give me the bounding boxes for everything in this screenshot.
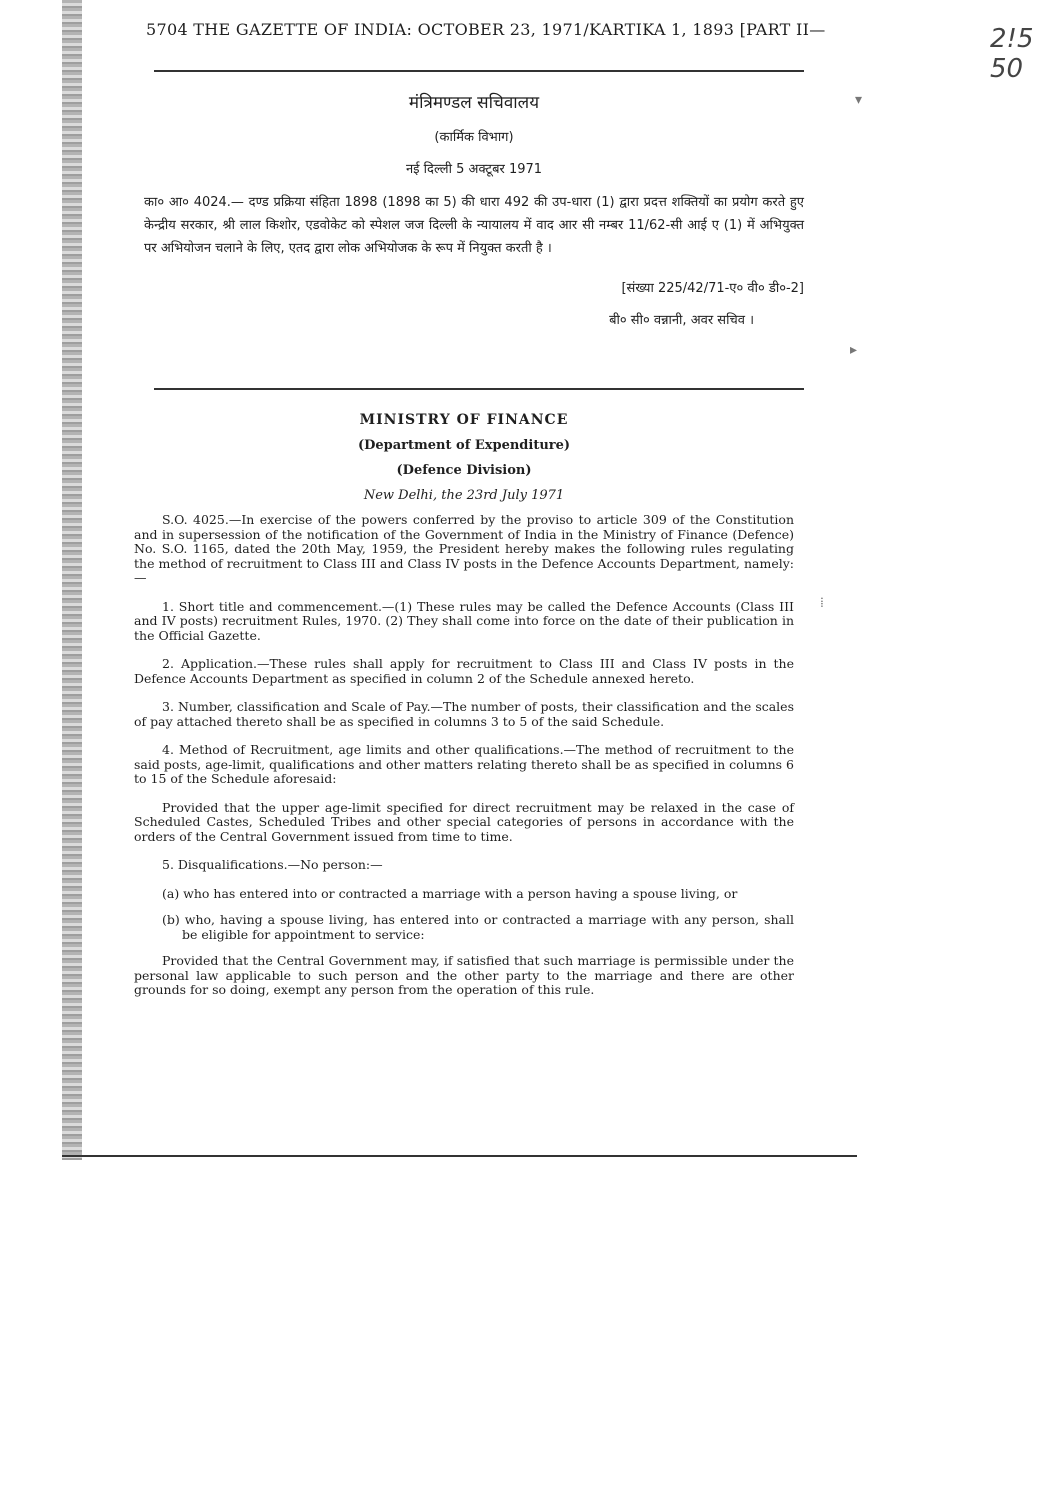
proviso-2: Provided that the Central Government may, if satisfied that such marriage is permissible under the personal law applicable to such person and the other party to the marriage and there are other grounds for so doing, exempt any person from the operation of this rule. [134, 953, 794, 997]
gazette-page [84, 0, 854, 1160]
rule-5: 5. Disqualifications.—No person:— [162, 857, 383, 872]
hindi-subtitle: (कार्मिक विभाग) [434, 130, 514, 145]
hindi-title: मंत्रिमण्डल सचिवालय [408, 93, 540, 113]
hindi-notification [144, 90, 804, 328]
section-divider [154, 388, 804, 390]
scan-speck: ▾ [855, 92, 863, 108]
hindi-paragraph: का० आ० 4024.— दण्ड प्रक्रिया संहिता 1898 (1898 का 5) की धारा 492 की उप-धारा (1) द्वारा प्रदत्त शक्तियों का प्रयोग करते हुए केन्द्रीय सरकार, श्री लाल किशोर, एडवोकेट को स्पेशल जज दिल्ली के न्यायालय में वाद आर सी नम्बर 11/62-सी आई ए (1) में अभियुक्त पर अभियोजन चलाने के लिए, एतद द्वारा लोक अभियोजक के रूप में नियुक्त करती है । [144, 195, 804, 256]
proviso-1: Provided that the upper age-limit specified for direct recruitment may be relaxed in the case of Scheduled Castes, Scheduled Tribes and other special categories of persons in accordance with the orders of the Central Government issued from time to time. [134, 799, 794, 844]
page-header: 5704 THE GAZETTE OF INDIA: OCTOBER 23, 1971/KARTIKA 1, 1893 [PART II— [146, 20, 826, 39]
rule-1: 1. Short title and commencement.—(1) These rules may be called the Defence Accounts (Class III and IV posts) recruitment Rules, 1970. (2) They shall come into force on the date of their publication in the Official Gazette. [134, 598, 794, 643]
department-title: (Department of Expenditure) [357, 438, 571, 453]
hindi-signature: बी० सी० वन्नानी, अवर सचिव । [609, 313, 754, 328]
page-bottom-rule [62, 1155, 857, 1157]
notification-date: New Delhi, the 23rd July 1971 [363, 488, 565, 503]
margin-note-line-2: 50 [990, 54, 1024, 84]
rule-2: 2. Application.—These rules shall apply for recruitment to Class III and Class IV posts in the Defence Accounts Department as specified in column 2 of the Schedule annexed hereto. [134, 656, 794, 686]
rule-4: 4. Method of Recruitment, age limits and other qualifications.—The method of recruitment to the said posts, age-limit, qualifications and other matters relating thereto shall be as specified in columns 6 to 15 of the Schedule aforesaid: [134, 742, 794, 786]
scan-edge-shadow [62, 0, 82, 1160]
hindi-reference: [संख्या 225/42/71-ए० वी० डी०-2] [621, 281, 804, 296]
handwritten-margin-note [990, 24, 1050, 84]
header-rule [154, 70, 804, 72]
division-title: (Defence Division) [396, 463, 532, 478]
rule-3: 3. Number, classification and Scale of Pay.—The number of posts, their classification and the scales of pay attached thereto shall be as specified in columns 3 to 5 of the said Schedule. [134, 699, 794, 729]
scan-speck: ⁞ [820, 595, 824, 611]
margin-note-line-1: 2!5 [990, 24, 1034, 54]
ministry-title: MINISTRY OF FINANCE [359, 412, 569, 428]
english-notification [134, 412, 794, 1012]
rule-5a: (a) who has entered into or contracted a marriage with a person having a spouse living, or [162, 885, 738, 901]
rule-5b: (b) who, having a spouse living, has entered into or contracted a marriage with any person, shall be eligible for appointment to service: [162, 912, 794, 942]
hindi-date: नई दिल्ली 5 अक्टूबर 1971 [405, 162, 543, 177]
scan-speck: ▸ [850, 342, 858, 358]
intro-paragraph: S.O. 4025.—In exercise of the powers conferred by the proviso to article 309 of the Constitution and in supersession of the notification of the Government of India in the Ministry of Finance (Defence) No. S.O. 1165, dated the 20th May, 1959, the President hereby makes the following rules regulating the method of recruitment to Class III and Class IV posts in the Defence Accounts Department, namely:— [134, 512, 794, 585]
